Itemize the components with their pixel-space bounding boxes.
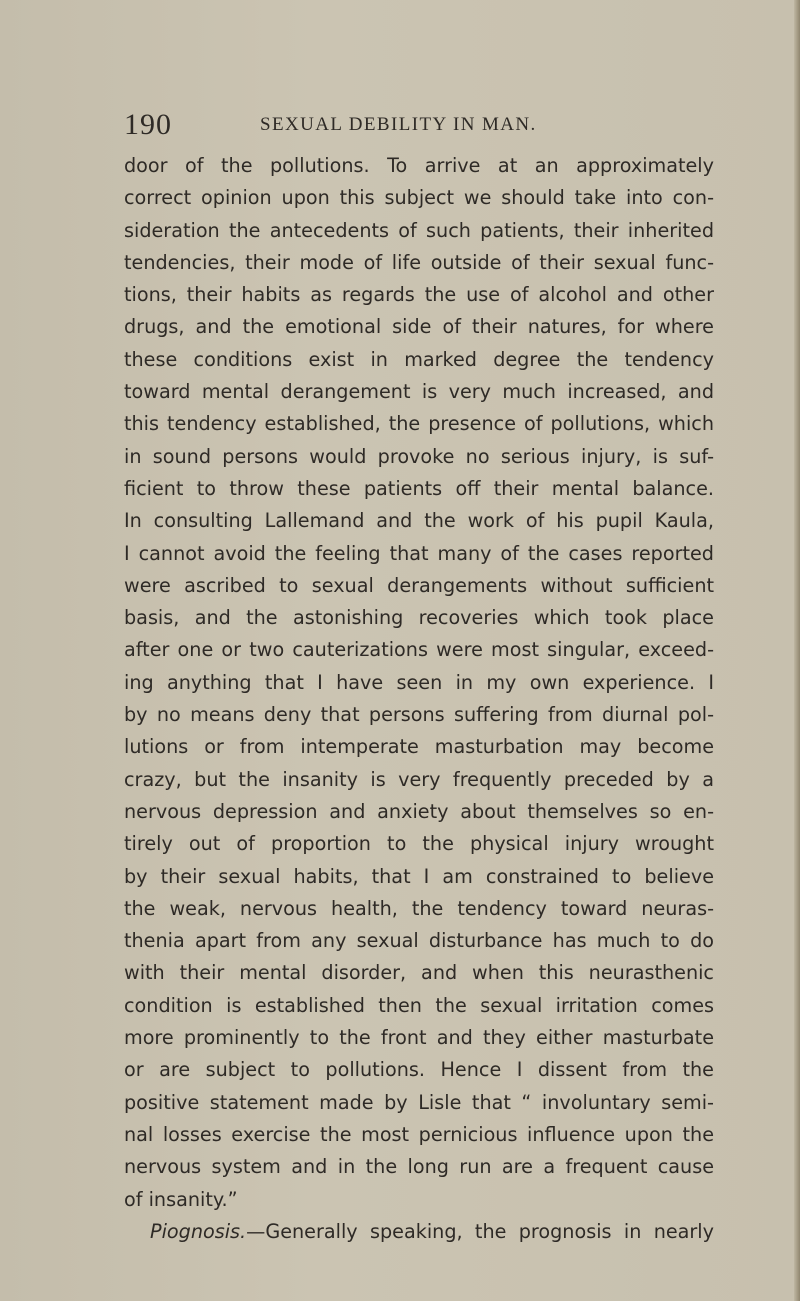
text-line: basis, and the astonishing recoveries which took place bbox=[124, 606, 714, 630]
text-line: these conditions exist in marked degree the tendency bbox=[124, 347, 714, 371]
text-line: tirely out of proportion to the physical injury wrought bbox=[124, 832, 714, 856]
text-line: by no means deny that persons suffering from diurnal pol- bbox=[124, 703, 714, 727]
text-line: more prominently to the front and they either masturbate bbox=[124, 1026, 714, 1050]
text-line: lutions or from intemperate masturbation may become bbox=[124, 735, 714, 759]
body-text bbox=[124, 150, 714, 1248]
text-line: ing anything that I have seen in my own experience. I bbox=[124, 670, 714, 694]
text-line: In consulting Lallemand and the work of his pupil Kaula, bbox=[124, 509, 714, 533]
page-number: 190 bbox=[124, 108, 172, 141]
page-edge bbox=[794, 0, 800, 1301]
text-line: door of the pollutions. To arrive at an approximately bbox=[124, 154, 714, 177]
text-line: nervous system and in the long run are a frequent cause bbox=[124, 1155, 714, 1179]
text-line: tions, their habits as regards the use of alcohol and other bbox=[124, 283, 714, 307]
page-header bbox=[124, 108, 714, 142]
prognosis-text: —Generally speaking, the prognosis in nearly bbox=[246, 1219, 714, 1243]
text-line: the weak, nervous health, the tendency toward neuras- bbox=[124, 896, 714, 920]
text-line: nervous depression and anxiety about themselves so en- bbox=[124, 799, 714, 823]
text-line: were ascribed to sexual derangements without sufficient bbox=[124, 573, 714, 597]
running-head: SEXUAL DEBILITY IN MAN. bbox=[260, 114, 537, 135]
text-line: drugs, and the emotional side of their natures, for where bbox=[124, 315, 714, 339]
text-line: I cannot avoid the feeling that many of the cases reported bbox=[124, 541, 714, 565]
text-line: tendencies, their mode of life outside of their sexual func- bbox=[124, 250, 714, 274]
text-line: in sound persons would provoke no serious injury, is suf- bbox=[124, 444, 714, 468]
text-line: correct opinion upon this subject we should take into con- bbox=[124, 186, 714, 210]
text-line: by their sexual habits, that I am constrained to believe bbox=[124, 864, 714, 888]
text-line: after one or two cauterizations were most singular, exceed- bbox=[124, 638, 714, 662]
prognosis-heading: Piognosis. bbox=[150, 1219, 247, 1243]
text-line: or are subject to pollutions. Hence I dissent from the bbox=[124, 1058, 714, 1082]
text-line: with their mental disorder, and when this neurasthenic bbox=[124, 961, 714, 985]
text-line: this tendency established, the presence of pollutions, which bbox=[124, 412, 714, 436]
prognosis-line bbox=[124, 1216, 714, 1248]
text-line: toward mental derangement is very much increased, and bbox=[124, 380, 714, 404]
text-line: thenia apart from any sexual disturbance has much to do bbox=[124, 929, 714, 953]
text-line: nal losses exercise the most pernicious influence upon the bbox=[124, 1122, 714, 1146]
text-line: of insanity.” bbox=[124, 1187, 238, 1211]
text-line: crazy, but the insanity is very frequently preceded by a bbox=[124, 767, 714, 791]
text-line: condition is established then the sexual irritation comes bbox=[124, 993, 714, 1017]
text-line: ficient to throw these patients off their mental balance. bbox=[124, 476, 714, 500]
text-line: positive statement made by Lisle that “ involuntary semi- bbox=[124, 1090, 714, 1114]
text-line: sideration the antecedents of such patients, their inherited bbox=[124, 218, 714, 242]
